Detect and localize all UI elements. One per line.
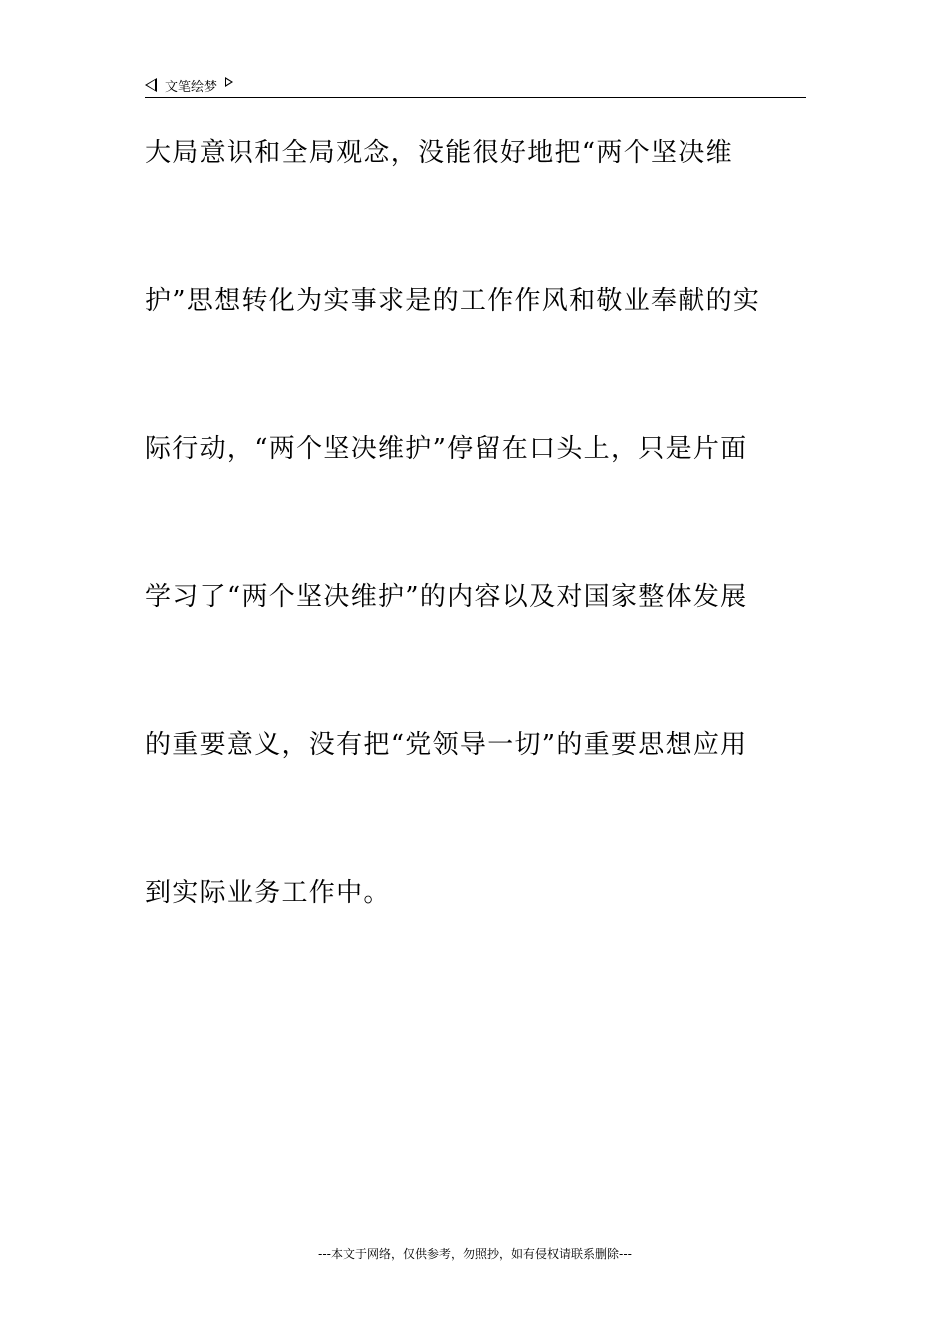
header-divider <box>145 97 806 98</box>
body-line: 护”思想转化为实事求是的工作作风和敬业奉献的实 <box>145 286 761 316</box>
document-body <box>145 133 825 1021</box>
body-line: 的重要意义，没有把“党领导一切”的重要思想应用 <box>145 730 748 760</box>
triangle-left-icon <box>145 78 157 92</box>
body-line: 到实际业务工作中。 <box>145 878 391 908</box>
page-header <box>145 74 806 96</box>
header-title: 文笔绘梦 <box>165 79 218 95</box>
triangle-right-icon <box>225 77 233 87</box>
page-footer: ---本文于网络，仅供参考，勿照抄，如有侵权请联系删除--- <box>318 1247 632 1261</box>
body-line: 际行动，“两个坚决维护”停留在口头上，只是片面 <box>145 434 748 464</box>
body-line: 大局意识和全局观念，没能很好地把“两个坚决维 <box>145 138 733 168</box>
body-line: 学习了“两个坚决维护”的内容以及对国家整体发展 <box>145 582 748 612</box>
